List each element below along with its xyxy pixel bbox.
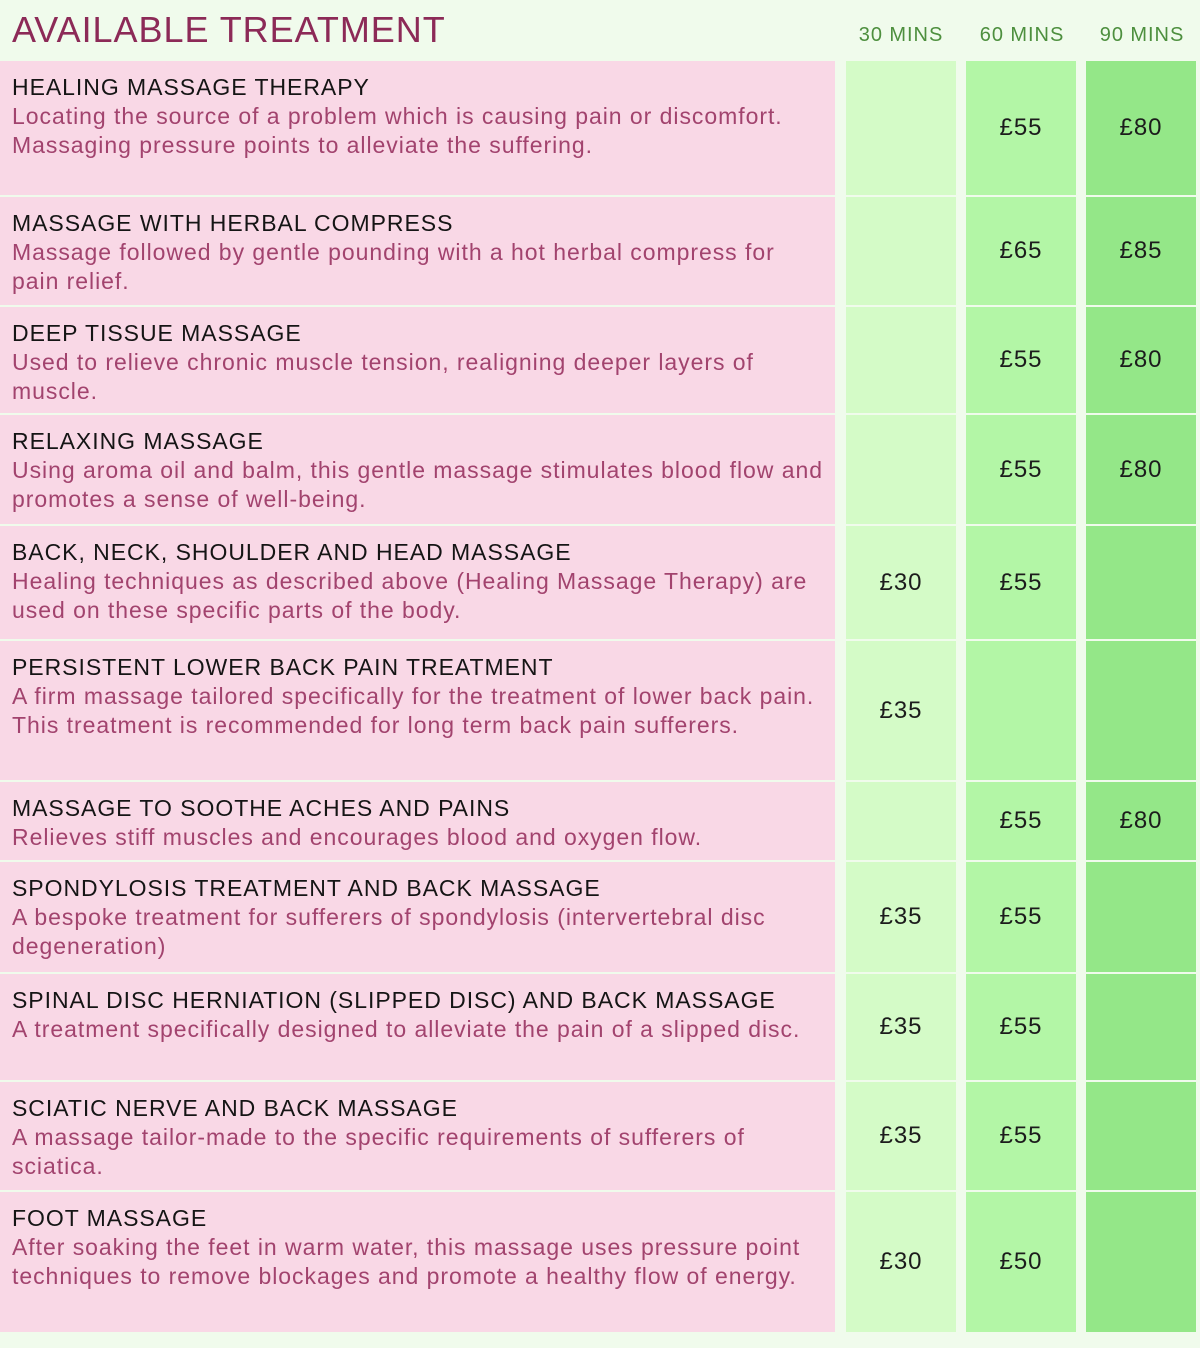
price-90 bbox=[1086, 1082, 1196, 1190]
table-row bbox=[0, 197, 1200, 305]
price-90 bbox=[1086, 641, 1196, 780]
price-90: £80 bbox=[1086, 415, 1196, 524]
price-30: £35 bbox=[846, 1082, 956, 1190]
price-90 bbox=[1086, 974, 1196, 1080]
treatment-name: MASSAGE WITH HERBAL COMPRESS bbox=[12, 210, 454, 236]
treatment-name: SPINAL DISC HERNIATION (SLIPPED DISC) AND BACK MASSAGE bbox=[12, 987, 776, 1013]
price-90: £80 bbox=[1086, 61, 1196, 195]
treatment-cell bbox=[0, 782, 835, 860]
treatment-cell bbox=[0, 1082, 835, 1190]
treatment-description: A firm massage tailored specifically for the treatment of lower back pain. This treatment is recommended for long term back pain sufferers. bbox=[12, 683, 815, 738]
price-60: £55 bbox=[966, 782, 1076, 860]
table-row bbox=[0, 1192, 1200, 1332]
price-30: £35 bbox=[846, 862, 956, 972]
price-90: £85 bbox=[1086, 197, 1196, 305]
price-90: £80 bbox=[1086, 782, 1196, 860]
treatment-cell bbox=[0, 526, 835, 639]
price-60: £55 bbox=[966, 526, 1076, 639]
treatment-cell bbox=[0, 1192, 835, 1332]
price-60: £55 bbox=[966, 415, 1076, 524]
column-header-30: 30 MINS bbox=[858, 24, 944, 46]
treatment-cell bbox=[0, 61, 835, 195]
price-60: £55 bbox=[966, 1082, 1076, 1190]
price-60: £55 bbox=[966, 862, 1076, 972]
treatment-description: Massage followed by gentle pounding with a hot herbal compress for pain relief. bbox=[12, 239, 775, 294]
price-90 bbox=[1086, 526, 1196, 639]
price-30: £35 bbox=[846, 974, 956, 1080]
table-row bbox=[0, 415, 1200, 524]
table-row bbox=[0, 1082, 1200, 1190]
price-30 bbox=[846, 307, 956, 413]
treatment-description: A bespoke treatment for sufferers of spondylosis (intervertebral disc degeneration) bbox=[12, 904, 766, 959]
treatment-description: After soaking the feet in warm water, this massage uses pressure point techniques to remove blockages and promote a healthy flow of energy. bbox=[12, 1234, 801, 1289]
price-30 bbox=[846, 782, 956, 860]
treatment-description: Relieves stiff muscles and encourages blood and oxygen flow. bbox=[12, 824, 703, 850]
table-row bbox=[0, 526, 1200, 639]
treatment-name: FOOT MASSAGE bbox=[12, 1205, 208, 1231]
treatment-name: DEEP TISSUE MASSAGE bbox=[12, 320, 302, 346]
column-header-90: 90 MINS bbox=[1099, 24, 1185, 46]
price-90 bbox=[1086, 1192, 1196, 1332]
price-90: £80 bbox=[1086, 307, 1196, 413]
column-header-60: 60 MINS bbox=[979, 24, 1065, 46]
treatment-name: BACK, NECK, SHOULDER AND HEAD MASSAGE bbox=[12, 539, 572, 565]
treatment-name: MASSAGE TO SOOTHE ACHES AND PAINS bbox=[12, 795, 511, 821]
table-row bbox=[0, 307, 1200, 413]
price-90 bbox=[1086, 862, 1196, 972]
treatment-name: RELAXING MASSAGE bbox=[12, 428, 264, 454]
treatment-description: Using aroma oil and balm, this gentle massage stimulates blood flow and promotes a sense of well-being. bbox=[12, 457, 823, 512]
treatment-cell bbox=[0, 415, 835, 524]
price-30: £35 bbox=[846, 641, 956, 780]
price-30 bbox=[846, 197, 956, 305]
treatment-description: Used to relieve chronic muscle tension, realigning deeper layers of muscle. bbox=[12, 349, 754, 404]
price-60: £55 bbox=[966, 61, 1076, 195]
price-30: £30 bbox=[846, 526, 956, 639]
price-60: £55 bbox=[966, 974, 1076, 1080]
table-row bbox=[0, 61, 1200, 195]
treatment-cell bbox=[0, 862, 835, 972]
page-title: AVAILABLE TREATMENT bbox=[12, 9, 446, 50]
table-row bbox=[0, 782, 1200, 860]
table-row bbox=[0, 862, 1200, 972]
price-60: £55 bbox=[966, 307, 1076, 413]
treatment-cell bbox=[0, 307, 835, 413]
treatment-name: HEALING MASSAGE THERAPY bbox=[12, 74, 370, 100]
price-30 bbox=[846, 61, 956, 195]
price-60: £50 bbox=[966, 1192, 1076, 1332]
price-30 bbox=[846, 415, 956, 524]
treatment-description: A massage tailor-made to the specific requirements of sufferers of sciatica. bbox=[12, 1124, 745, 1179]
table-header bbox=[0, 0, 1200, 60]
treatment-name: SCIATIC NERVE AND BACK MASSAGE bbox=[12, 1095, 458, 1121]
treatment-name: SPONDYLOSIS TREATMENT AND BACK MASSAGE bbox=[12, 875, 601, 901]
treatment-description: Healing techniques as described above (Healing Massage Therapy) are used on these specific parts of the body. bbox=[12, 568, 808, 623]
treatment-name: PERSISTENT LOWER BACK PAIN TREATMENT bbox=[12, 654, 554, 680]
treatment-cell bbox=[0, 197, 835, 305]
price-60 bbox=[966, 641, 1076, 780]
price-60: £65 bbox=[966, 197, 1076, 305]
treatment-description: Locating the source of a problem which is causing pain or discomfort. Massaging pressure points to alleviate the suffering. bbox=[12, 103, 783, 158]
treatment-description: A treatment specifically designed to alleviate the pain of a slipped disc. bbox=[12, 1016, 801, 1042]
table-row bbox=[0, 974, 1200, 1080]
treatment-cell bbox=[0, 641, 835, 780]
treatment-cell bbox=[0, 974, 835, 1080]
table-row bbox=[0, 641, 1200, 780]
price-30: £30 bbox=[846, 1192, 956, 1332]
